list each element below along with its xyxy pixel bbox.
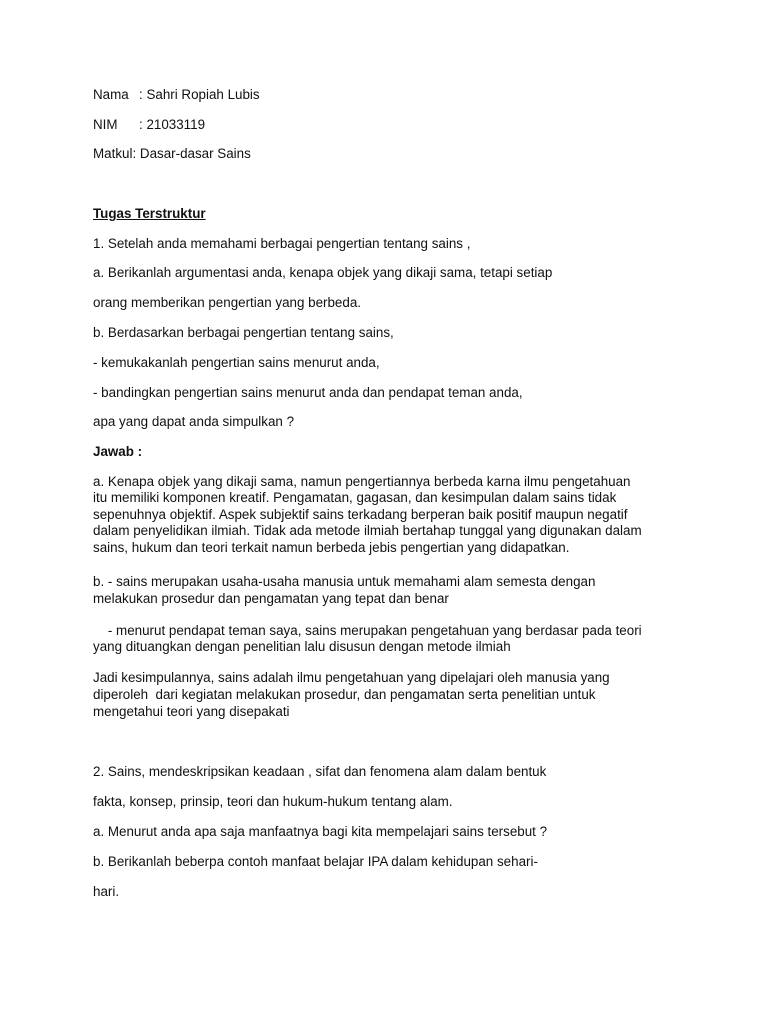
answer-a-line: dalam penyelidikan ilmiah. Tidak ada metode ilmiah bertahap tunggal yang digunakan dalam <box>93 523 642 538</box>
question1-a-line2: orang memberikan pengertian yang berbeda. <box>93 295 361 310</box>
question1-b-line4: apa yang dapat anda simpulkan ? <box>93 414 295 429</box>
answer-conclusion-line: Jadi kesimpulannya, sains adalah ilmu pengetahuan yang dipelajari oleh manusia yang <box>93 670 610 685</box>
answer-a-line: sepenuhnya objektif. Aspek subjektif sains terkadang berperan baik positif maupun negatif <box>93 507 628 522</box>
question2-b-line2: hari. <box>93 884 120 899</box>
matkul-value: : Dasar-dasar Sains <box>132 146 251 161</box>
header-nim <box>93 117 205 133</box>
nama-label: Nama <box>93 87 129 102</box>
answer-a-line: sains, hukum dan teori terkait namun berbeda jebis pengertian yang didapatkan. <box>93 540 570 555</box>
question1-b-line2: - kemukakanlah pengertian sains menurut anda, <box>93 355 380 370</box>
answer-heading: Jawab : <box>93 444 143 459</box>
answer-a-line: itu memiliki komponen kreatif. Pengamatan, gagasan, dan kesimpulan dalam sains tidak <box>93 490 617 505</box>
question1-b-line3: - bandingkan pengertian sains menurut anda dan pendapat teman anda, <box>93 385 523 400</box>
answer-b-line: b. - sains merupakan usaha-usaha manusia untuk memahami alam semesta dengan <box>93 574 596 589</box>
nim-value: : 21033119 <box>139 117 206 132</box>
matkul-label: Matkul <box>93 146 133 161</box>
question2-b-line1: b. Berikanlah beberpa contoh manfaat belajar IPA dalam kehidupan sehari- <box>93 854 538 869</box>
answer-a-line: a. Kenapa objek yang dikaji sama, namun pengertiannya berbeda karna ilmu pengetahuan <box>93 474 631 489</box>
assignment-title: Tugas Terstruktur <box>93 206 206 221</box>
answer-friend-line: - menurut pendapat teman saya, sains merupakan pengetahuan yang berdasar pada teori <box>93 623 642 638</box>
nim-label: NIM <box>93 117 118 132</box>
answer-conclusion-line: diperoleh dari kegiatan melakukan prosedur, dan pengamatan serta penelitian untuk <box>93 687 596 702</box>
question1-b-line1: b. Berdasarkan berbagai pengertian tentang sains, <box>93 325 394 340</box>
question1-intro: 1. Setelah anda memahami berbagai pengertian tentang sains , <box>93 236 471 251</box>
question2-line1: 2. Sains, mendeskripsikan keadaan , sifat dan fenomena alam dalam bentuk <box>93 764 547 779</box>
answer-friend-line: yang dituangkan dengan penelitian lalu disusun dengan metode ilmiah <box>93 639 511 654</box>
question2-a: a. Menurut anda apa saja manfaatnya bagi kita mempelajari sains tersebut ? <box>93 824 548 839</box>
answer-b-line: melakukan prosedur dan pengamatan yang tepat dan benar <box>93 591 449 606</box>
question1-a-line1: a. Berikanlah argumentasi anda, kenapa objek yang dikaji sama, tetapi setiap <box>93 265 553 280</box>
question2-line2: fakta, konsep, prinsip, teori dan hukum-hukum tentang alam. <box>93 794 453 809</box>
header-nama <box>93 87 260 103</box>
nama-value: : Sahri Ropiah Lubis <box>139 87 260 102</box>
answer-conclusion-line: mengetahui teori yang disepakati <box>93 704 290 719</box>
header-matkul <box>93 146 251 162</box>
